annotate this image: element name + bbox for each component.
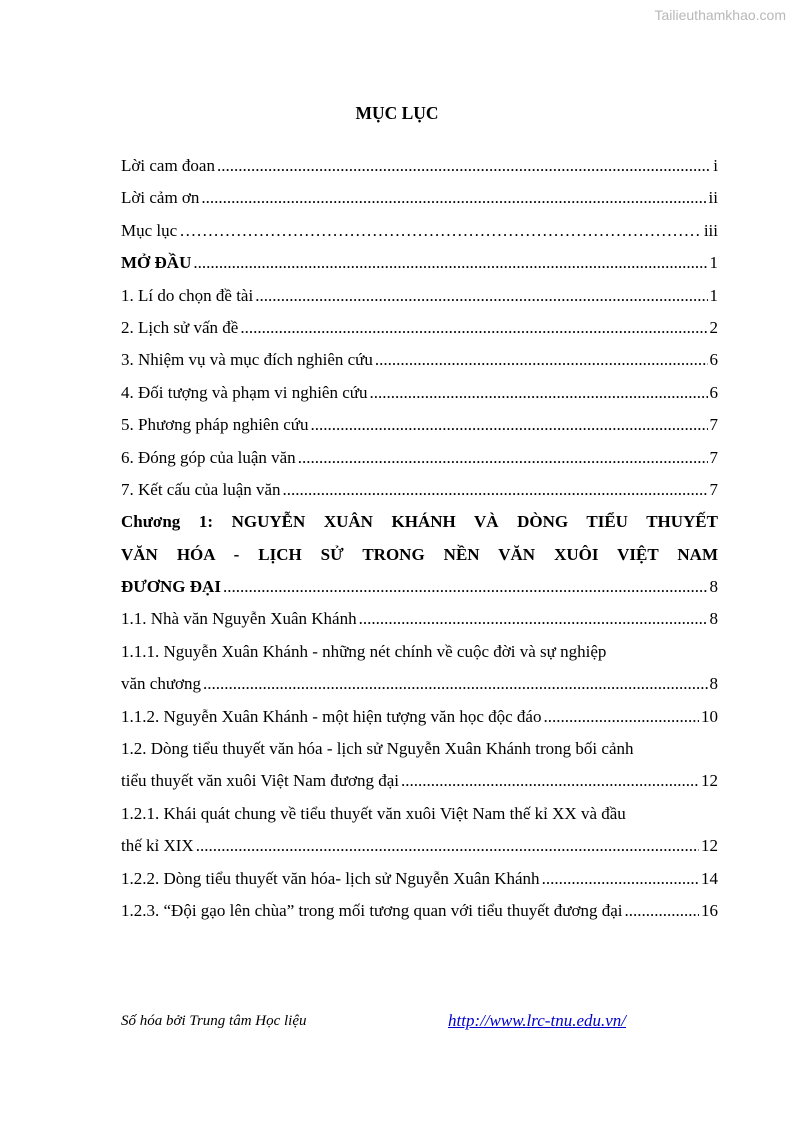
toc-entry [121,344,718,376]
toc-entry [121,603,718,635]
toc-entry-line: 1.2. Dòng tiểu thuyết văn hóa - lịch sử Nguyễn Xuân Khánh trong bối cảnh [121,739,634,759]
toc-entry-label: 1.2.2. Dòng tiểu thuyết văn hóa- lịch sử Nguyễn Xuân Khánh [121,868,540,888]
chapter-heading-line-2: VĂN HÓA - LỊCH SỬ TRONG NỀN VĂN XUÔI VIỆT NAM [121,544,718,564]
toc-entry-label: ĐƯƠNG ĐẠI [121,577,221,597]
toc-entry-label: 6. Đóng góp của luận văn [121,447,296,467]
toc-entry-page: 14 [701,868,718,888]
toc-entry-label: 1.1.2. Nguyễn Xuân Khánh - một hiện tượng văn học độc đáo [121,706,542,726]
toc-entry-page: iii [703,220,718,240]
toc-entry-label: 1.1. Nhà văn Nguyễn Xuân Khánh [121,609,357,629]
toc-entry-page: 8 [709,577,718,597]
toc-entry [121,215,718,247]
toc-entry-label: Lời cam đoan [121,156,215,175]
toc-entry-label: Mục lục [121,220,178,240]
toc-entry [121,312,718,344]
toc-entry [121,150,718,182]
toc-entry [121,765,718,797]
footer-digitized-by: Số hóa bởi Trung tâm Học liệu [121,1013,307,1029]
toc-entry-label: 3. Nhiệm vụ và mục đích nghiên cứu [121,350,373,370]
toc-entry-line: 1.1.1. Nguyễn Xuân Khánh - những nét chính về cuộc đời và sự nghiệp [121,641,607,661]
toc-entry-label: 2. Lịch sử vấn đề [121,317,239,337]
toc-entry-line: 1.2.1. Khái quát chung về tiểu thuyết văn xuôi Việt Nam thế kỉ XX và đầu [121,803,626,823]
toc-entry [121,701,718,733]
toc-entry-page: i [713,156,718,175]
dot-leader [359,603,708,635]
toc-entry-page: 16 [701,900,718,920]
watermark: Tailieuthamkhao.com [654,7,786,23]
toc-entry [121,830,718,862]
dot-leader [240,312,707,344]
page-title: MỤC LỤC [355,103,439,123]
dot-leader [624,895,699,927]
toc-entry [121,182,718,214]
toc-entry-page: 1 [709,253,718,273]
table-of-contents [121,150,718,927]
toc-entry-page: 10 [701,706,718,726]
dot-leader [193,247,707,279]
toc-entry-page: 2 [709,317,718,337]
dot-leader [196,830,699,862]
toc-entry-page: 6 [709,382,718,402]
toc-entry [121,442,718,474]
toc-entry-label: 1. Lí do chọn đề tài [121,285,254,305]
dot-leader [283,474,708,506]
toc-entry-page: 12 [701,771,718,791]
toc-entry-label: 7. Kết cấu của luận văn [121,479,281,499]
toc-entry [121,863,718,895]
chapter-heading-line-1: Chương 1: NGUYỄN XUÂN KHÁNH VÀ DÒNG TIỂU THUYẾT [121,512,718,532]
dot-leader [310,409,707,441]
toc-entry-label: văn chương [121,674,202,694]
toc-entry [121,474,718,506]
toc-entry [121,668,718,700]
toc-entry-page: ii [708,188,718,208]
toc-entry-label: Lời cảm ơn [121,188,200,208]
dot-leader [542,863,699,895]
toc-entry-page: 1 [709,285,718,305]
toc-entry [121,895,718,927]
dot-leader [255,280,707,312]
dot-leader [217,150,711,182]
toc-entry-label: 1.2.3. “Đội gạo lên chùa” trong mối tương quan với tiểu thuyết đương đại [121,900,623,920]
dot-leader [543,701,699,733]
dot-leader [179,215,702,247]
toc-entry [121,409,718,441]
toc-entry-label: 4. Đối tượng và phạm vi nghiên cứu [121,382,368,402]
toc-entry-page: 8 [709,674,718,694]
footer-link[interactable]: http://www.lrc-tnu.edu.vn/ [448,1011,627,1030]
toc-entry-page: 7 [709,479,718,499]
toc-entry-page: 12 [701,836,718,856]
toc-entry-label: 5. Phương pháp nghiên cứu [121,415,309,435]
toc-entry [121,571,718,603]
toc-entry-label: thế kỉ XIX [121,836,194,856]
toc-entry [121,247,718,279]
dot-leader [370,377,708,409]
dot-leader [223,571,708,603]
toc-entry [121,377,718,409]
toc-entry-label: MỞ ĐẦU [121,253,192,273]
toc-entry-page: 7 [709,447,718,467]
dot-leader [401,765,699,797]
dot-leader [201,182,706,214]
dot-leader [375,344,708,376]
toc-entry-page: 7 [709,415,718,435]
toc-entry [121,280,718,312]
toc-entry-page: 8 [709,609,718,629]
dot-leader [298,442,708,474]
toc-entry-page: 6 [709,350,718,370]
toc-entry-label: tiểu thuyết văn xuôi Việt Nam đương đại [121,771,399,791]
dot-leader [203,668,707,700]
